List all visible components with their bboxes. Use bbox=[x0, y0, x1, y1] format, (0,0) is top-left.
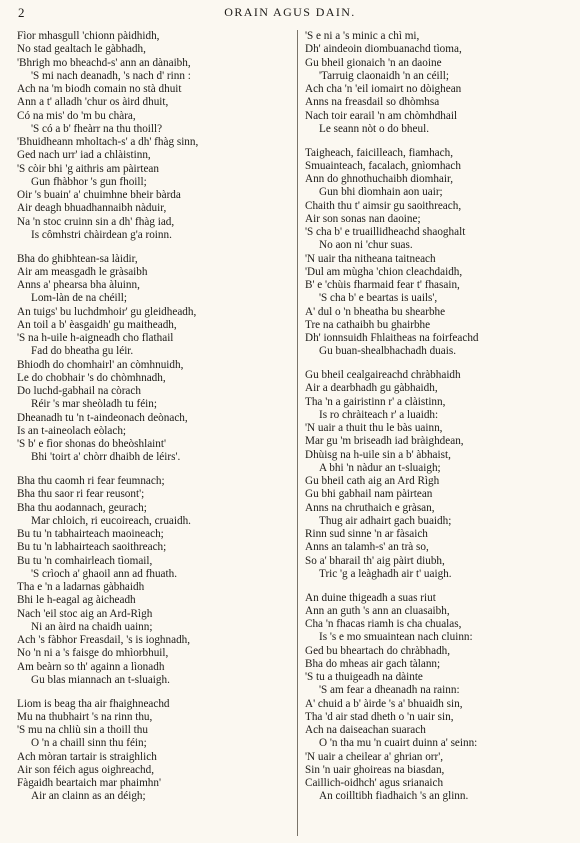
verse-line: Gu blas miannach an t-sluaigh. bbox=[31, 673, 170, 686]
verse-line: 'S có a b' fheàrr na thu thoill? bbox=[31, 122, 163, 135]
verse-line: Tha e 'n a ladarnas gàbhaidh bbox=[17, 581, 145, 593]
verse-line: Mar chloich, ri eucoireach, cruaidh. bbox=[31, 514, 191, 527]
verse-line: Bha thu saor ri fear reusont'; bbox=[17, 488, 145, 501]
verse-line: A' dul o 'n bheatha bu shearbhe bbox=[305, 305, 446, 318]
verse-line: Ni an àird na chaidh uainn; bbox=[31, 620, 153, 633]
verse-line: A bhi 'n nàdur an t-sluaigh; bbox=[319, 461, 441, 474]
stanza bbox=[305, 147, 573, 359]
verse-line: Gu bheil cealgaireachd chràbhaidh bbox=[305, 369, 461, 381]
verse-line: Smuainteach, facalach, gnìomhach bbox=[305, 159, 461, 172]
verse-line: Bu tu 'n tabhairteach maoineach; bbox=[17, 528, 164, 540]
verse-line: 'N uair a cheilear a' ghrian orr', bbox=[305, 750, 444, 763]
verse-line: Is 's e mo smuaintean nach cluinn: bbox=[319, 631, 473, 644]
verse-line: Ach na daiseachan suarach bbox=[305, 724, 426, 736]
stanza bbox=[17, 698, 291, 804]
verse-line: An toil a b' èasgaidh' gu maitheadh, bbox=[17, 318, 177, 331]
verse-line: 'S mi nach deanadh, 's nach d' rinn : bbox=[31, 69, 191, 82]
verse-line: 'S e ni a 's minic a chì mi, bbox=[305, 30, 420, 42]
verse-line: Gu bheil cath aig an Ard Rìgh bbox=[305, 475, 440, 487]
verse-line: No 'n ni a 's faisge do mhìorbhuil, bbox=[17, 647, 169, 660]
verse-line: Anns na freasdail so dhòmhsa bbox=[305, 96, 440, 109]
verse-line: Fìor mhasgull 'chionn pàidhidh, bbox=[17, 30, 160, 42]
verse-line: Ann do ghnothuchaibh diomhair, bbox=[305, 173, 454, 185]
verse-line: Ach cha 'n 'eil iomairt no dòighean bbox=[305, 83, 462, 95]
verse-line: Dh' aindeoin diombuanachd tìoma, bbox=[305, 43, 462, 56]
verse-line: Nach toir earail 'n am chòmhdhail bbox=[305, 109, 458, 122]
verse-line: 'S crìoch a' ghaoil ann ad fhuath. bbox=[31, 567, 178, 580]
verse-line: Is an t-aineolach eòlach; bbox=[17, 424, 127, 437]
verse-line: Rinn sud sinne 'n ar fàsaich bbox=[305, 528, 428, 540]
verse-line: Ann an guth 's ann an cluasaibh, bbox=[305, 604, 450, 617]
verse-line: 'S cha b' e truaillidheachd shaoghalt bbox=[305, 226, 466, 238]
verse-line: Le do chobhair 's do chòmhnadh, bbox=[17, 371, 166, 384]
verse-line: Do luchd-gabhail na còrach bbox=[17, 385, 141, 397]
verse-line: Tha 'd air stad dheth o 'n uair sin, bbox=[305, 710, 454, 723]
verse-line: An duine thigeadh a suas riut bbox=[305, 591, 436, 604]
verse-line: Bu tu 'n comhairleach tìomail, bbox=[17, 554, 153, 567]
verse-line: Anns a' phearsa bha àluinn, bbox=[17, 279, 140, 291]
verse-line: O 'n a chaill sinn thu féin; bbox=[31, 737, 147, 750]
verse-line: Fad do bheatha gu léir. bbox=[31, 345, 134, 358]
verse-line: Ach na 'm biodh comain no stà dhuit bbox=[17, 83, 182, 95]
left-column bbox=[17, 30, 291, 814]
verse-line: Oir 's buain' a' chuimhne bheir bàrda bbox=[17, 189, 181, 201]
verse-line: Gu buan-shealbhachadh duais. bbox=[319, 345, 457, 358]
column-divider bbox=[297, 30, 298, 836]
verse-line: Bha thu caomh ri fear feumnach; bbox=[17, 475, 165, 487]
verse-line: Cha 'n fhacas riamh is cha chualas, bbox=[305, 618, 462, 630]
verse-line: O 'n tha mu 'n cuairt duinn a' seinn: bbox=[319, 737, 478, 750]
verse-line: Bha thu aodannach, geurach; bbox=[17, 501, 147, 514]
verse-line: Ach 's fàbhor Freasdail, 's is ioghnadh, bbox=[17, 634, 191, 646]
page-header bbox=[0, 5, 580, 21]
verse-line: 'S cha b' e beartas is uails', bbox=[319, 292, 438, 305]
verse-line: B' e 'chùis fharmaid fear t' fhasain, bbox=[305, 279, 460, 291]
verse-line: Gu bhi gabhail nam pàirtean bbox=[305, 488, 433, 501]
stanza bbox=[17, 475, 291, 687]
verse-line: Dheanadh tu 'n t-aindeonach deònach, bbox=[17, 411, 188, 424]
verse-line: Dhùisg na h-uile sin a b' àbhaist, bbox=[305, 448, 451, 461]
verse-line: Bhi 'toirt a' chòrr dhaibh de léirs'. bbox=[31, 451, 181, 464]
running-title: ORAIN AGUS DAIN. bbox=[224, 5, 356, 19]
verse-line: Ach mòran tartair is straighlich bbox=[17, 750, 157, 763]
right-column bbox=[305, 30, 573, 814]
verse-line: Ged bu bheartach do chràbhadh, bbox=[305, 644, 451, 657]
verse-line: Caillich-oidhch' agus srianaich bbox=[305, 777, 444, 789]
verse-line: Thug air adhairt gach buaidh; bbox=[319, 514, 452, 527]
verse-line: 'S còir bhi 'g aithris am pàirtean bbox=[17, 162, 159, 175]
verse-line: 'S am fear a dheanadh na rainn: bbox=[319, 684, 460, 697]
stanza bbox=[305, 592, 573, 804]
verse-line: Mu na thubhairt 's na rinn thu, bbox=[17, 710, 153, 723]
stanza bbox=[17, 253, 291, 465]
verse-line: Réir 's mar sheòladh tu féin; bbox=[31, 398, 157, 411]
verse-line: Bhi le h-eagal ag àicheadh bbox=[17, 594, 136, 607]
verse-line: No aon ni 'chur suas. bbox=[319, 239, 413, 252]
verse-line: Dh' ionnsuidh Fhlaitheas na foirfeachd bbox=[305, 332, 479, 344]
verse-line: Tha 'n a gairistinn r' a clàistinn, bbox=[305, 395, 446, 408]
verse-line: Na 'n stoc cruinn sin a dh' fhàg iad, bbox=[17, 215, 175, 228]
verse-line: Gun bhi dìomhain aon uair; bbox=[319, 186, 443, 199]
verse-line: 'S mu na chliù sin a thoill thu bbox=[17, 724, 148, 736]
verse-line: Gu bheil gionaich 'n an daoine bbox=[305, 56, 442, 69]
verse-line: Le seann nòt o do bheul. bbox=[319, 122, 429, 135]
verse-line: Air a dearbhadh gu gàbhaidh, bbox=[305, 382, 438, 395]
stanza bbox=[17, 30, 291, 242]
verse-line: Lom-làn de na chéill; bbox=[31, 292, 127, 305]
verse-line: Air son féich agus oighreachd, bbox=[17, 763, 155, 776]
verse-line: 'S tu a thuigeadh na dàinte bbox=[305, 671, 423, 683]
page-number: 2 bbox=[18, 5, 25, 20]
verse-line: 'N uair tha nitheana taitneach bbox=[305, 252, 436, 265]
verse-line: 'S b' e fìor shonas do bheòshlaint' bbox=[17, 438, 166, 450]
verse-line: Gun fhàbhor 's gun fhoill; bbox=[31, 175, 147, 188]
verse-line: Ged nach urr' iad a chlàistinn, bbox=[17, 149, 151, 162]
verse-line: Sin 'n uair ghoireas na biasdan, bbox=[305, 763, 445, 776]
verse-line: Is ro chràiteach r' a luaidh: bbox=[319, 408, 439, 421]
verse-line: An coilltibh fiadhaich 's an glinn. bbox=[319, 790, 469, 803]
verse-line: 'Bhrigh mo bheachd-s' ann an dànaibh, bbox=[17, 56, 191, 69]
verse-line: 'N uair a thuit thu le bàs uainn, bbox=[305, 422, 443, 434]
verse-line: Taigheach, faicilleach, fiamhach, bbox=[305, 146, 453, 159]
verse-line: Liom is beag tha air fhaighneachd bbox=[17, 697, 170, 710]
verse-line: Is cômhstri chàirdean g'a roinn. bbox=[31, 228, 172, 241]
verse-line: Bhiodh do chomhairl' an còmhnuidh, bbox=[17, 358, 184, 371]
verse-line: 'Dul am mùgha 'chion cleachdaidh, bbox=[305, 265, 463, 278]
verse-line: Bu tu 'n labhairteach saoithreach; bbox=[17, 541, 167, 554]
verse-line: Tre na cathaibh bu ghairbhe bbox=[305, 318, 431, 331]
stanza bbox=[305, 369, 573, 581]
verse-line: Anns an talamh-s' an trà so, bbox=[305, 541, 429, 554]
verse-line: 'Bhuidheann mholtach-s' a dh' fhàg sinn, bbox=[17, 136, 199, 148]
verse-line: Chaith thu t' aimsir gu saoithreach, bbox=[305, 199, 462, 212]
verse-line: Ann a t' alladh 'chur os àird dhuit, bbox=[17, 96, 169, 109]
verse-line: Có na mis' do 'm bu chàra, bbox=[17, 109, 136, 122]
verse-line: Nach 'eil stoc aig an Ard-Rìgh bbox=[17, 607, 153, 620]
verse-line: Anns na chruthaich e gràsan, bbox=[305, 501, 435, 514]
verse-line: A' chuid a b' àirde 's a' bhuaidh sin, bbox=[305, 697, 463, 710]
verse-line: Air am measgadh le gràsaibh bbox=[17, 265, 148, 278]
verse-line: Fàgaidh beartaich mar phaimhn' bbox=[17, 777, 161, 789]
verse-line: An tuigs' bu luchdmhoir' gu gleidheadh, bbox=[17, 305, 197, 318]
verse-line: Tric 'g a leàghadh air t' uaigh. bbox=[319, 567, 452, 580]
verse-line: So a' bharail th' aig pàirt diubh, bbox=[305, 554, 445, 567]
verse-line: Air an clainn as an déigh; bbox=[31, 790, 146, 803]
verse-line: Bha do ghibhtean-sa làidir, bbox=[17, 252, 138, 265]
verse-line: 'Tarruig claonaidh 'n an céill; bbox=[319, 69, 449, 82]
verse-line: 'S na h-uile h-aigneadh cho flathail bbox=[17, 332, 174, 344]
verse-line: Bha do mheas air gach tàlann; bbox=[305, 657, 441, 670]
stanza bbox=[305, 30, 573, 136]
verse-line: No stad gealtach le gàbhadh, bbox=[17, 43, 146, 56]
verse-line: Air son sonas nan daoine; bbox=[305, 212, 421, 225]
verse-line: Mar gu 'm briseadh iad bràighdean, bbox=[305, 435, 464, 448]
verse-line: Air deagh bhuadhannaibh nàduir, bbox=[17, 202, 167, 215]
verse-line: Am beàrn so th' againn a lìonadh bbox=[17, 660, 165, 673]
